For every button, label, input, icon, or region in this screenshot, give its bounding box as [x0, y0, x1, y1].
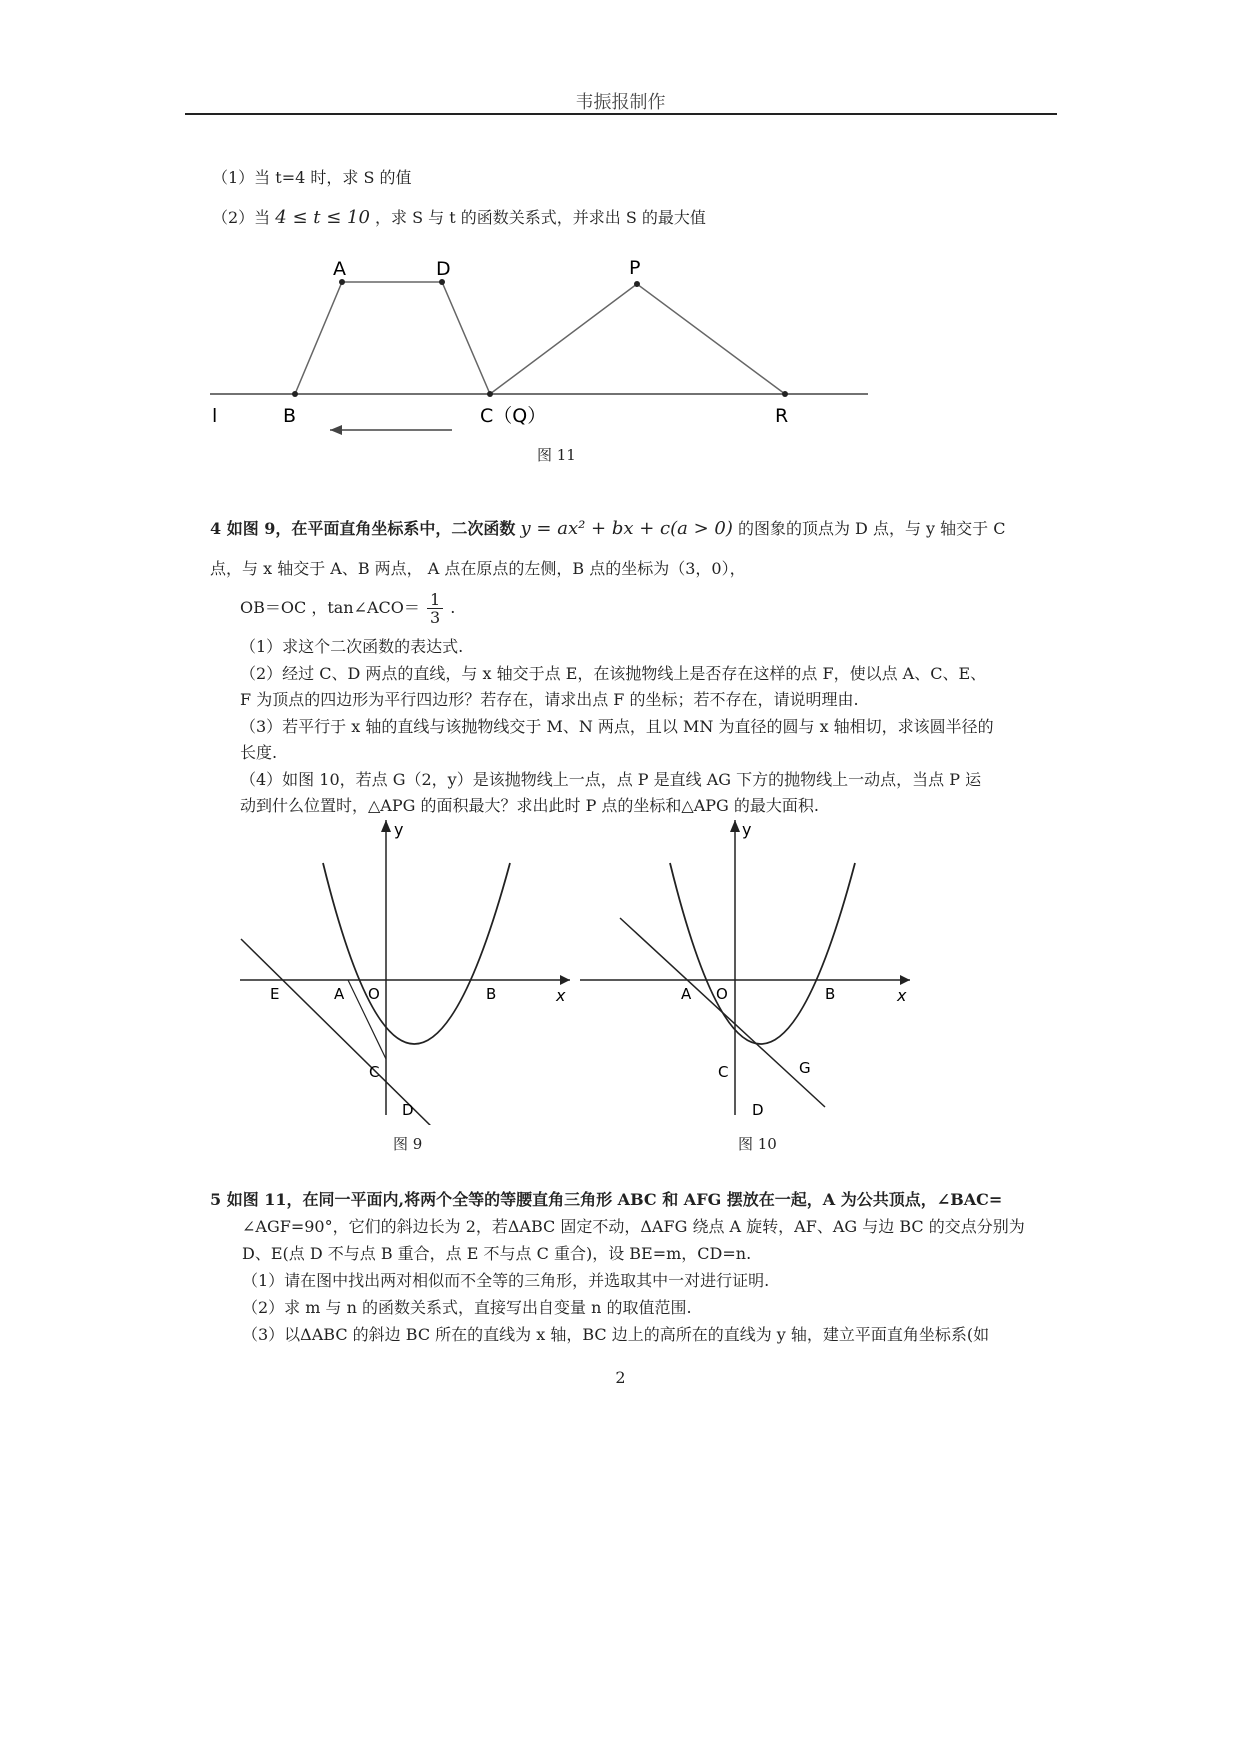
fig9-label-x: x	[556, 986, 566, 1005]
q4-intro	[210, 518, 1006, 540]
fig9-label-B: B	[486, 985, 497, 1003]
fig9-label-E: E	[270, 985, 280, 1003]
q4-condition-end: .	[450, 598, 456, 617]
q4-quadratic-formula: y = ax² + bx + c(a > 0)	[520, 518, 733, 539]
fig10-label-y: y	[742, 820, 752, 839]
q4-condition	[240, 590, 455, 626]
fraction-denominator: 3	[430, 608, 441, 627]
q3-part1: （1）当 t=4 时，求 S 的值	[212, 168, 412, 187]
q3-part2-suffix: ，求 S 与 t 的函数关系式，并求出 S 的最大值	[375, 208, 706, 227]
q5-part1: （1）请在图中找出两对相似而不全等的三角形，并选取其中一对进行证明.	[242, 1271, 770, 1290]
fig10-label-A: A	[681, 985, 692, 1003]
q4-intro-text: 4 如图 9，在平面直角坐标系中，二次函数	[210, 519, 516, 538]
q5-line2: ∠AGF=90°，它们的斜边长为 2，若ΔABC 固定不动，ΔAFG 绕点 A 旋转，AF、AG 与边 BC 的交点分别为	[242, 1217, 1025, 1236]
fig11-label-B: B	[283, 405, 297, 427]
page-number: 2	[615, 1368, 626, 1387]
figure-10-graph	[575, 815, 920, 1125]
fig11-label-l: l	[212, 405, 218, 427]
fig11-label-CQ: C（Q）	[480, 405, 547, 427]
fig10-label-x: x	[897, 986, 907, 1005]
q5-line1-text: 5 如图 11，在同一平面内,将两个全等的等腰直角三角形 ABC 和 AFG 摆放在一起，A 为公共顶点，∠BAC=	[210, 1190, 1003, 1209]
fig9-label-y: y	[394, 820, 404, 839]
fig10-label-B: B	[825, 985, 836, 1003]
fig10-label-G: G	[799, 1059, 811, 1077]
fig10-label-D: D	[752, 1101, 764, 1119]
q4-tan-fraction	[427, 591, 443, 626]
figure-9-caption: 图 9	[393, 1135, 423, 1153]
q4-condition-text: OB＝OC ，tan∠ACO＝	[240, 598, 420, 617]
fig11-label-R: R	[775, 405, 789, 427]
figure-11-diagram	[200, 250, 880, 440]
q4-part3-line1: （3）若平行于 x 轴的直线与该抛物线交于 M、N 两点，且以 MN 为直径的圆与 x 轴相切，求该圆半径的	[240, 717, 994, 736]
header-divider	[185, 113, 1057, 115]
q4-line2: 点，与 x 轴交于 A、B 两点， A 点在原点的左侧，B 点的坐标为（3，0），	[210, 559, 746, 578]
q3-part2-inequality: 4 ≤ t ≤ 10	[275, 207, 370, 228]
fig11-label-P: P	[629, 257, 641, 279]
fig9-label-O: O	[368, 985, 380, 1003]
fig9-label-A: A	[334, 985, 345, 1003]
q4-part4-line1: （4）如图 10，若点 G（2，y）是该抛物线上一点，点 P 是直线 AG 下方的抛物线上一动点，当点 P 运	[240, 770, 982, 789]
figure-10-caption: 图 10	[738, 1135, 777, 1153]
fig9-label-D: D	[402, 1101, 414, 1119]
fig11-label-D: D	[436, 258, 451, 280]
q5-part3: （3）以ΔABC 的斜边 BC 所在的直线为 x 轴，BC 边上的高所在的直线为 y 轴，建立平面直角坐标系(如	[242, 1325, 990, 1344]
q5-part2: （2）求 m 与 n 的函数关系式，直接写出自变量 n 的取值范围.	[242, 1298, 692, 1317]
fig10-label-C: C	[718, 1063, 729, 1081]
q5-line3: D、E(点 D 不与点 B 重合，点 E 不与点 C 重合)，设 BE=m，CD=n.	[242, 1244, 752, 1263]
figure-9-graph	[230, 815, 575, 1125]
fig9-label-C: C	[369, 1063, 380, 1081]
page-header-title: 韦振报制作	[575, 92, 666, 113]
q5-line1	[210, 1189, 1002, 1211]
q4-part3-line2: 长度.	[240, 743, 278, 762]
q4-intro-text-b: 的图象的顶点为 D 点，与 y 轴交于 C	[737, 519, 1006, 538]
fig11-label-A: A	[333, 258, 346, 280]
q4-part1: （1）求这个二次函数的表达式.	[240, 637, 464, 656]
q3-part2	[212, 207, 706, 229]
q4-part2-line2: F 为顶点的四边形为平行四边形？若存在，请求出点 F 的坐标；若不存在，请说明理由.	[240, 690, 859, 709]
fig10-label-O: O	[716, 985, 728, 1003]
q3-part2-prefix: （2）当	[212, 208, 271, 227]
q4-part2-line1: （2）经过 C、D 两点的直线，与 x 轴交于点 E，在该抛物线上是否存在这样的点 F，使以点 A、C、E、	[240, 664, 987, 683]
figure-11-caption: 图 11	[537, 446, 576, 464]
q4-part4-line2: 动到什么位置时，△APG 的面积最大？求出此时 P 点的坐标和△APG 的最大面积.	[240, 796, 820, 815]
fraction-numerator: 1	[427, 591, 443, 609]
